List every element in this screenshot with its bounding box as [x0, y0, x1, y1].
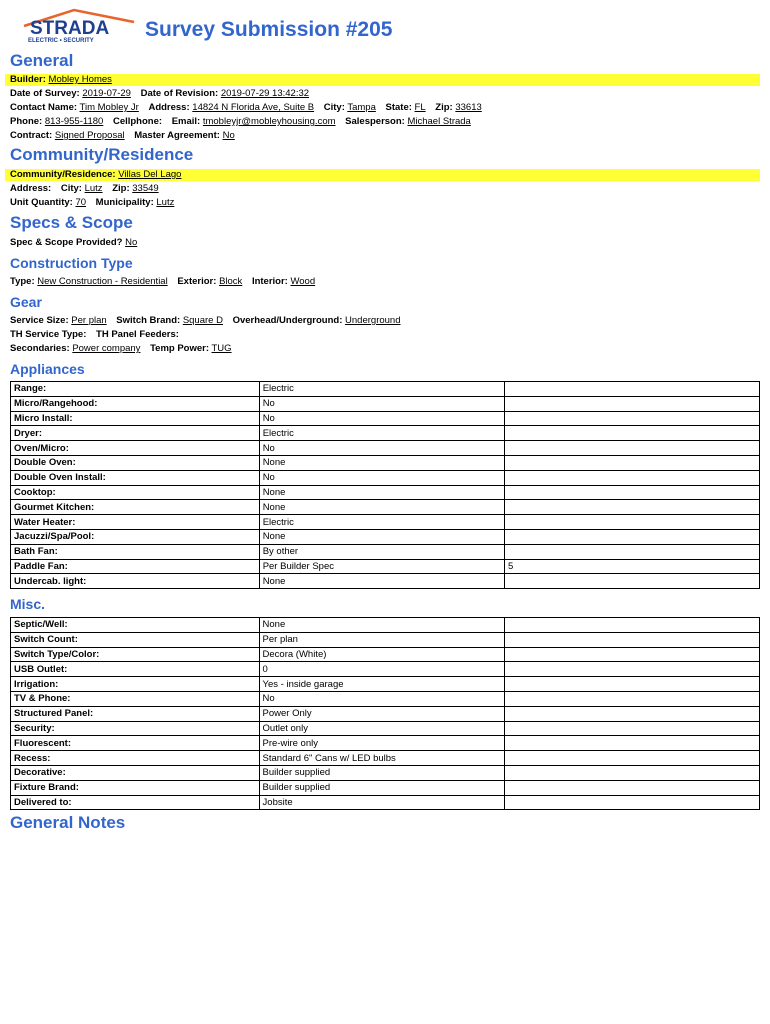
interior-label: Interior: [251, 276, 288, 287]
field-extra [504, 765, 759, 780]
field-value: No [259, 441, 504, 456]
community-city-label: City: [60, 183, 82, 194]
state-value: FL [414, 102, 426, 113]
appliances-table [10, 381, 760, 589]
community-heading: Community/Residence [10, 145, 194, 164]
table-row [11, 647, 760, 662]
service-size-label: Service Size: [10, 315, 69, 326]
table-row [11, 662, 760, 677]
gear-row-3 [10, 343, 239, 355]
field-value: Power Only [259, 706, 504, 721]
builder-value: Mobley Homes [48, 74, 112, 85]
secondaries-value: Power company [72, 343, 141, 354]
field-label: Switch Type/Color: [11, 647, 260, 662]
community-city-value: Lutz [84, 183, 103, 194]
logo-house-icon [22, 8, 137, 44]
field-label: Cooktop: [11, 485, 260, 500]
specs-row [10, 237, 144, 249]
table-row [11, 515, 760, 530]
field-extra [504, 706, 759, 721]
field-label: Structured Panel: [11, 706, 260, 721]
logo-tagline: ELECTRIC • SECURITY [28, 38, 94, 44]
field-extra [504, 500, 759, 515]
salesperson-value: Michael Strada [407, 116, 471, 127]
switch-brand-label: Switch Brand: [116, 315, 181, 326]
field-extra [504, 736, 759, 751]
field-extra [504, 515, 759, 530]
field-extra [504, 396, 759, 411]
construction-type-value: New Construction - Residential [37, 276, 168, 287]
overhead-label: Overhead/Underground: [232, 315, 343, 326]
field-value: Standard 6" Cans w/ LED bulbs [259, 751, 504, 766]
table-row [11, 780, 760, 795]
table-row [11, 544, 760, 559]
field-label: Jacuzzi/Spa/Pool: [11, 529, 260, 544]
contact-row [10, 102, 489, 114]
table-row [11, 618, 760, 633]
field-extra [504, 411, 759, 426]
general-heading: General [10, 51, 74, 70]
field-value: Electric [259, 515, 504, 530]
field-value: Decora (White) [259, 647, 504, 662]
exterior-label: Exterior: [177, 276, 217, 287]
table-row [11, 500, 760, 515]
construction-heading: Construction Type [10, 255, 133, 271]
field-value: None [259, 500, 504, 515]
page-title: Survey Submission #205 [145, 18, 393, 41]
field-value: Builder supplied [259, 780, 504, 795]
municipality-value: Lutz [156, 197, 175, 208]
builder-label: Builder: [10, 74, 46, 85]
field-extra [504, 662, 759, 677]
specs-provided-value: No [125, 237, 138, 248]
field-value: None [259, 485, 504, 500]
exterior-value: Block [219, 276, 243, 287]
field-extra [504, 691, 759, 706]
field-extra [504, 677, 759, 692]
construction-type-label: Type: [10, 276, 35, 287]
field-extra [504, 647, 759, 662]
contact-value: Tim Mobley Jr [79, 102, 139, 113]
table-row [11, 485, 760, 500]
field-label: TV & Phone: [11, 691, 260, 706]
field-label: Water Heater: [11, 515, 260, 530]
table-row [11, 455, 760, 470]
community-value: Villas Del Lago [118, 169, 182, 180]
contact-label: Contact Name: [10, 102, 78, 113]
community-zip-label: Zip: [112, 183, 130, 194]
field-value: Electric [259, 382, 504, 397]
temp-power-label: Temp Power: [150, 343, 210, 354]
general-notes-heading: General Notes [10, 813, 126, 832]
gear-row-2 [10, 329, 179, 341]
salesperson-label: Salesperson: [345, 116, 405, 127]
address-label: Address: [148, 102, 190, 113]
cellphone-label: Cellphone: [112, 116, 163, 127]
field-value: No [259, 396, 504, 411]
table-row [11, 721, 760, 736]
field-label: Paddle Fan: [11, 559, 260, 574]
field-label: Septic/Well: [11, 618, 260, 633]
field-extra [504, 632, 759, 647]
table-row [11, 765, 760, 780]
email-label: Email: [171, 116, 201, 127]
email-value[interactable]: tmobleyjr@mobleyhousing.com [202, 116, 336, 127]
field-extra [504, 780, 759, 795]
community-address-row [10, 183, 166, 195]
logo-text: STRADA [30, 18, 110, 39]
field-extra: 5 [504, 559, 759, 574]
table-row [11, 559, 760, 574]
zip-label: Zip: [435, 102, 453, 113]
master-agreement-value: No [222, 130, 235, 141]
field-label: Dryer: [11, 426, 260, 441]
appliances-heading: Appliances [10, 361, 85, 377]
field-label: Security: [11, 721, 260, 736]
field-value: Outlet only [259, 721, 504, 736]
field-label: Oven/Micro: [11, 441, 260, 456]
field-extra [504, 382, 759, 397]
state-label: State: [385, 102, 412, 113]
field-label: Fixture Brand: [11, 780, 260, 795]
strada-logo [22, 8, 137, 44]
zip-value: 33613 [455, 102, 482, 113]
field-extra [504, 618, 759, 633]
field-extra [504, 485, 759, 500]
table-row [11, 736, 760, 751]
address-value: 14824 N Florida Ave, Suite B [192, 102, 315, 113]
table-row [11, 441, 760, 456]
field-value: Yes - inside garage [259, 677, 504, 692]
field-value: No [259, 411, 504, 426]
field-label: USB Outlet: [11, 662, 260, 677]
community-label: Community/Residence: [10, 169, 116, 180]
table-row [11, 691, 760, 706]
table-row [11, 382, 760, 397]
phone-label: Phone: [10, 116, 43, 127]
field-label: Double Oven Install: [11, 470, 260, 485]
field-label: Micro/Rangehood: [11, 396, 260, 411]
misc-table [10, 617, 760, 810]
phone-value[interactable]: 813-955-1180 [44, 116, 104, 127]
field-value: Builder supplied [259, 765, 504, 780]
date-revision-value: 2019-07-29 13:42:32 [220, 88, 310, 99]
field-value: 0 [259, 662, 504, 677]
gear-row-1 [10, 315, 408, 327]
table-row [11, 426, 760, 441]
field-extra [504, 544, 759, 559]
field-label: Switch Count: [11, 632, 260, 647]
th-service-label: TH Service Type: [10, 329, 87, 340]
field-label: Range: [11, 382, 260, 397]
field-extra [504, 455, 759, 470]
municipality-label: Municipality: [95, 197, 154, 208]
field-value: None [259, 455, 504, 470]
builder-row [5, 74, 760, 86]
contract-value: Signed Proposal [54, 130, 125, 141]
switch-brand-value: Square D [182, 315, 223, 326]
phone-row [10, 116, 478, 128]
misc-heading: Misc. [10, 596, 46, 612]
table-row [11, 529, 760, 544]
contract-row [10, 130, 242, 142]
table-row [11, 470, 760, 485]
field-value: Jobsite [259, 795, 504, 810]
field-value: Per plan [259, 632, 504, 647]
unit-row [10, 197, 181, 209]
table-row [11, 795, 760, 810]
field-value: None [259, 618, 504, 633]
th-panel-label: TH Panel Feeders: [96, 329, 179, 340]
field-value: None [259, 574, 504, 589]
city-label: City: [323, 102, 345, 113]
city-value: Tampa [347, 102, 376, 113]
field-label: Decorative: [11, 765, 260, 780]
interior-value: Wood [290, 276, 316, 287]
secondaries-label: Secondaries: [10, 343, 70, 354]
table-row [11, 677, 760, 692]
table-row [11, 396, 760, 411]
table-row [11, 574, 760, 589]
field-value: None [259, 529, 504, 544]
master-agreement-label: Master Agreement: [134, 130, 220, 141]
overhead-value: Underground [345, 315, 401, 326]
dates-row [10, 88, 316, 100]
field-label: Fluorescent: [11, 736, 260, 751]
field-value: Per Builder Spec [259, 559, 504, 574]
field-value: Pre-wire only [259, 736, 504, 751]
date-survey-label: Date of Survey: [10, 88, 80, 99]
field-extra [504, 470, 759, 485]
field-extra [504, 441, 759, 456]
table-row [11, 632, 760, 647]
field-label: Irrigation: [11, 677, 260, 692]
community-zip-value: 33549 [132, 183, 159, 194]
table-row [11, 751, 760, 766]
unit-quantity-label: Unit Quantity: [10, 197, 73, 208]
date-revision-label: Date of Revision: [140, 88, 219, 99]
field-label: Micro Install: [11, 411, 260, 426]
field-label: Delivered to: [11, 795, 260, 810]
field-extra [504, 721, 759, 736]
date-survey-value: 2019-07-29 [82, 88, 131, 99]
table-row [11, 706, 760, 721]
specs-provided-label: Spec & Scope Provided? [10, 237, 123, 248]
field-extra [504, 426, 759, 441]
table-row [11, 411, 760, 426]
contract-label: Contract: [10, 130, 53, 141]
field-label: Undercab. light: [11, 574, 260, 589]
field-label: Gourmet Kitchen: [11, 500, 260, 515]
field-value: Electric [259, 426, 504, 441]
field-extra [504, 529, 759, 544]
field-extra [504, 574, 759, 589]
community-address-label: Address: [10, 183, 52, 194]
service-size-value: Per plan [71, 315, 107, 326]
field-label: Double Oven: [11, 455, 260, 470]
temp-power-value: TUG [211, 343, 232, 354]
field-label: Recess: [11, 751, 260, 766]
specs-heading: Specs & Scope [10, 213, 133, 232]
field-extra [504, 751, 759, 766]
field-value: No [259, 470, 504, 485]
field-extra [504, 795, 759, 810]
unit-quantity-value: 70 [75, 197, 87, 208]
field-value: By other [259, 544, 504, 559]
construction-row [10, 276, 322, 288]
gear-heading: Gear [10, 294, 42, 310]
community-row [5, 169, 760, 181]
field-value: No [259, 691, 504, 706]
field-label: Bath Fan: [11, 544, 260, 559]
